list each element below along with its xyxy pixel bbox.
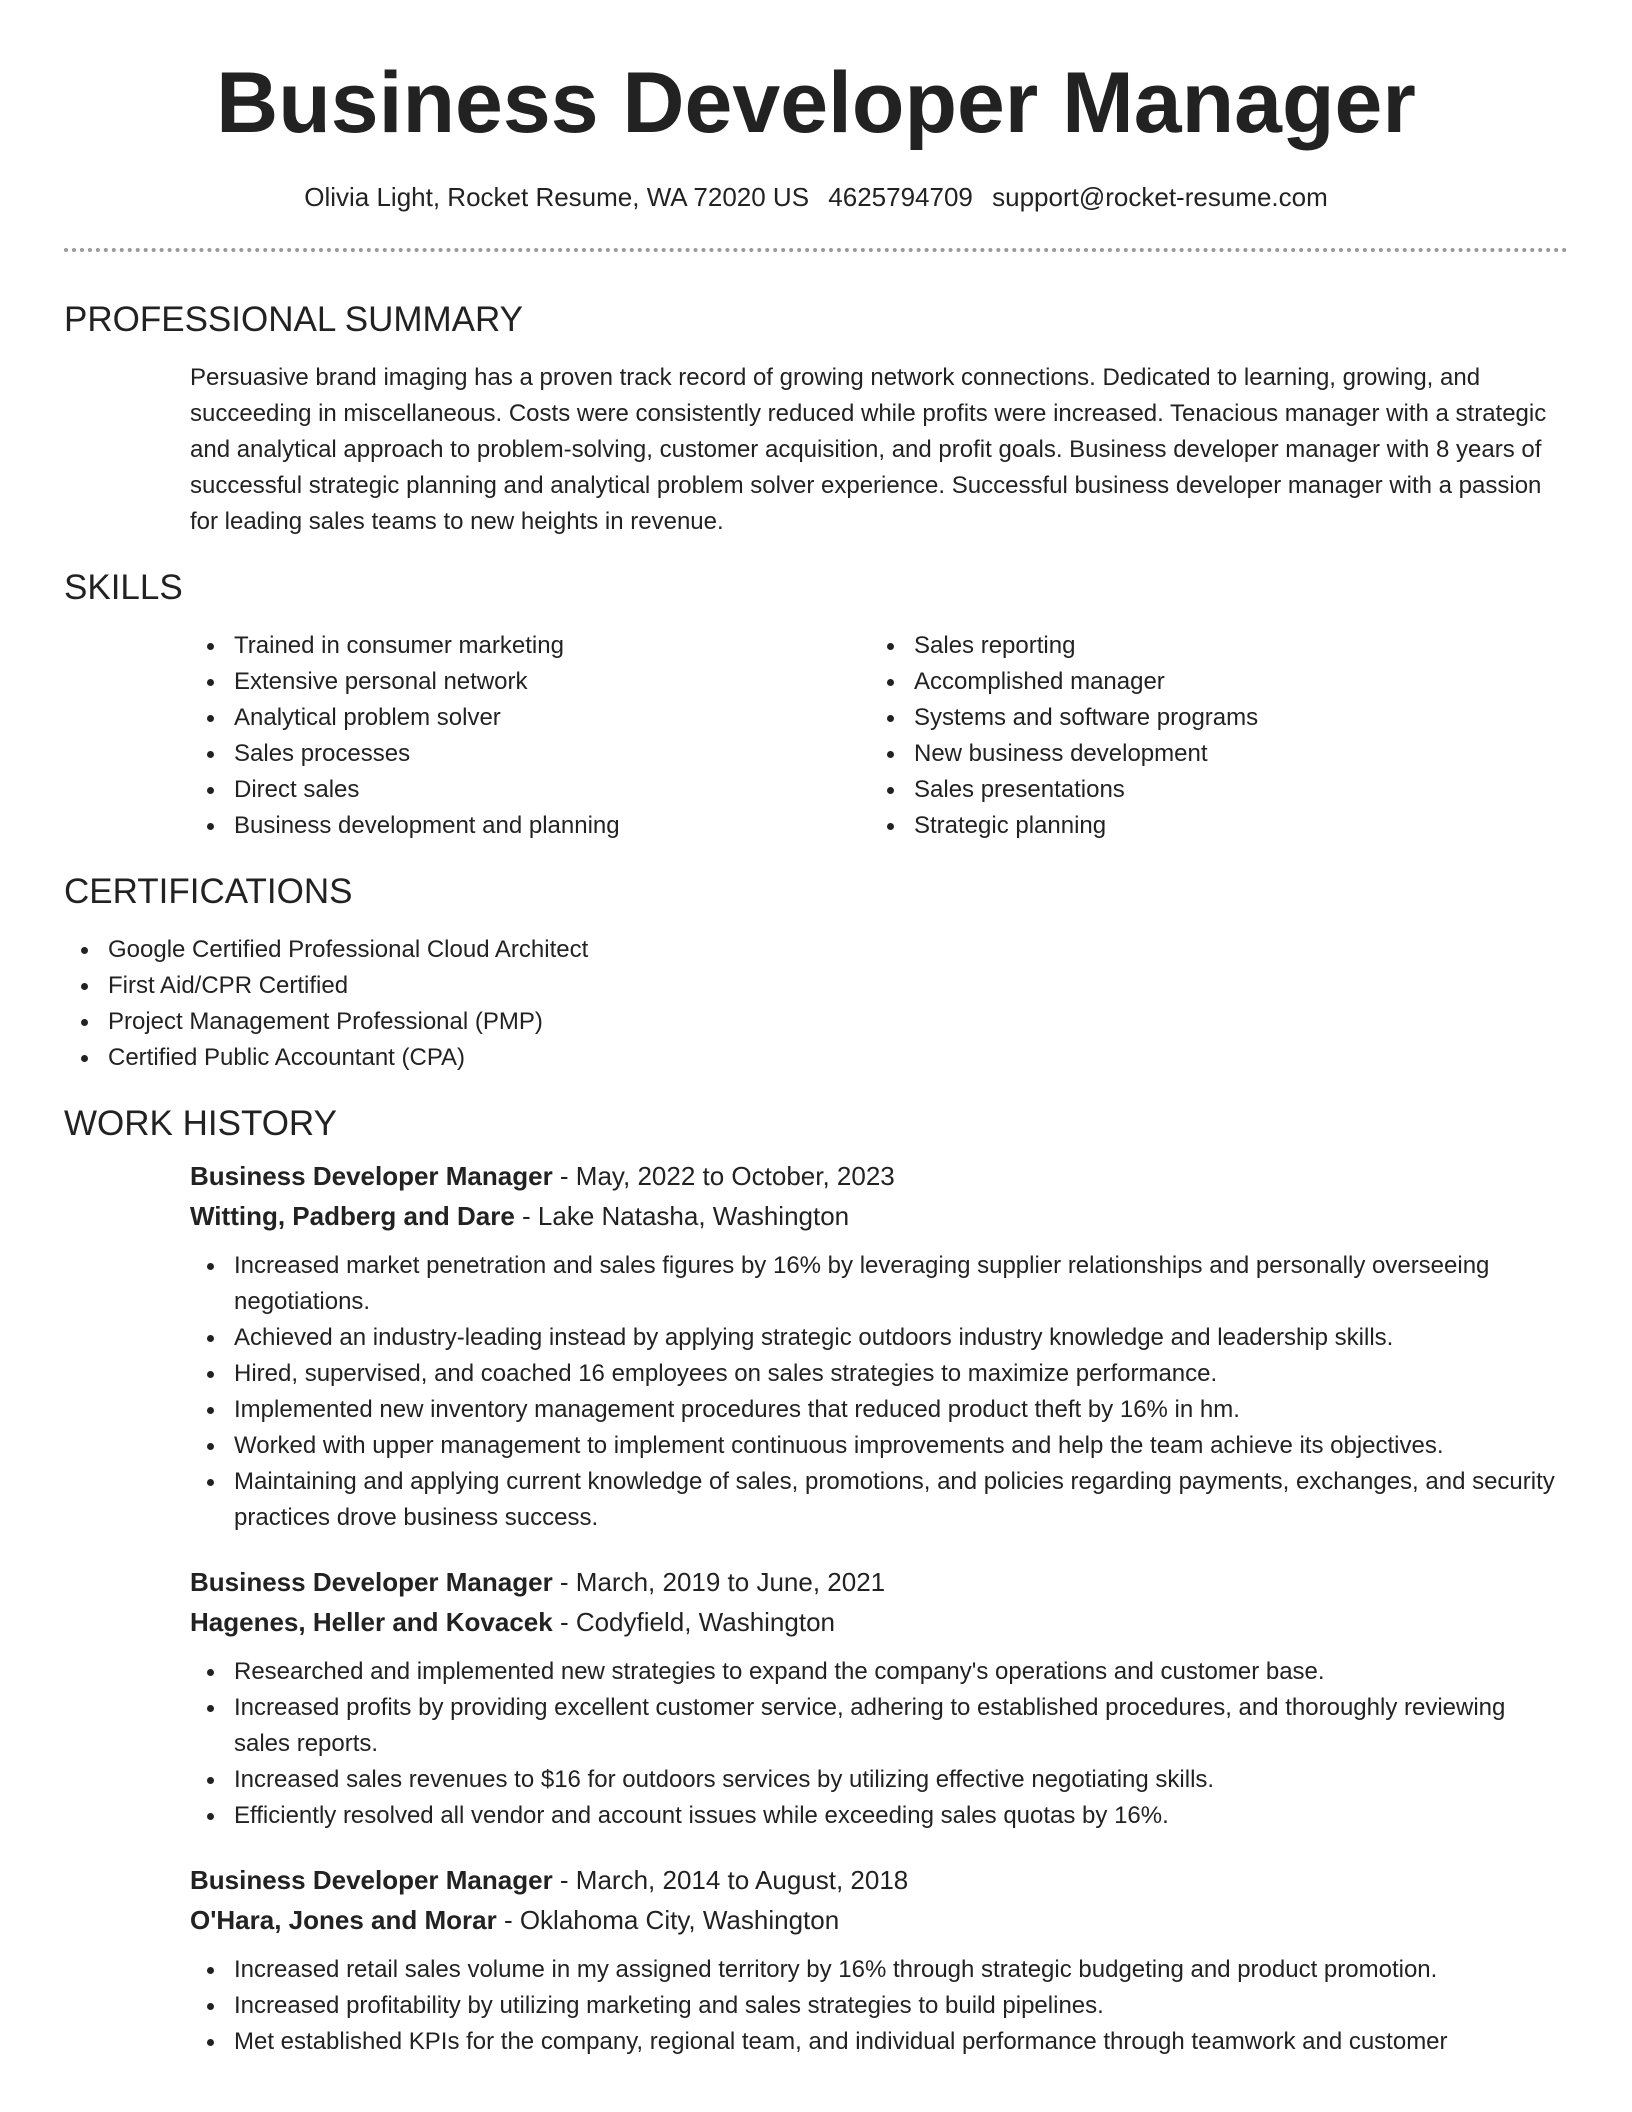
contact-line — [64, 182, 1568, 212]
list-item: Increased sales revenues to $16 for outdoors services by utilizing effective negotiating skills. — [234, 1762, 1568, 1798]
skills-section — [64, 568, 1568, 844]
job-bullets — [190, 1952, 1568, 2060]
list-item: Increased profitability by utilizing marketing and sales strategies to build pipelines. — [234, 1988, 1568, 2024]
header-divider — [64, 248, 1568, 252]
job-company-line — [190, 1196, 1568, 1236]
job-bullets — [190, 1654, 1568, 1834]
list-item: Achieved an industry-leading instead by applying strategic outdoors industry knowledge and leadership skills. — [234, 1320, 1568, 1356]
skills-column-right — [870, 628, 1550, 844]
job-company-line — [190, 1602, 1568, 1642]
job-location: - Codyfield, Washington — [552, 1607, 835, 1637]
job-dates: - March, 2014 to August, 2018 — [552, 1865, 909, 1895]
job-dates: - March, 2019 to June, 2021 — [552, 1567, 886, 1597]
list-item: First Aid/CPR Certified — [108, 968, 1568, 1004]
list-item: Sales processes — [234, 736, 870, 772]
list-item: Researched and implemented new strategies to expand the company's operations and customer base. — [234, 1654, 1568, 1690]
list-item: Worked with upper management to implement continuous improvements and help the team achieve its objectives. — [234, 1428, 1568, 1464]
summary-text: Persuasive brand imaging has a proven track record of growing network connections. Dedicated to learning, growing, and succeeding in miscellaneous. Costs were consistently reduced while profits were increased. Tenacious manager with a strategic and analytical approach to problem-solving, customer acquisition, and profit goals. Business developer manager with 8 years of successful strategic planning and analytical problem solver experience. Successful business developer manager with a passion for leading sales teams to new heights in revenue. — [190, 364, 1547, 535]
list-item: Accomplished manager — [914, 664, 1550, 700]
list-item: Increased market penetration and sales figures by 16% by leveraging supplier relationships and personally overseeing negotiations. — [234, 1248, 1568, 1320]
work-history-heading: WORK HISTORY — [64, 1104, 337, 1143]
list-item: Project Management Professional (PMP) — [108, 1004, 1568, 1040]
job-role: Business Developer Manager — [190, 1865, 553, 1895]
list-item: Sales reporting — [914, 628, 1550, 664]
list-item: Certified Public Accountant (CPA) — [108, 1040, 1568, 1076]
list-item: Implemented new inventory management procedures that reduced product theft by 16% in hm. — [234, 1392, 1568, 1428]
list-item: New business development — [914, 736, 1550, 772]
list-item: Hired, supervised, and coached 16 employees on sales strategies to maximize performance. — [234, 1356, 1568, 1392]
job-bullets — [190, 1248, 1568, 1536]
list-item: Extensive personal network — [234, 664, 870, 700]
skills-grid — [190, 628, 1568, 844]
skills-column-left — [190, 628, 870, 844]
contact-email: support@rocket-resume.com — [992, 182, 1328, 212]
list-item: Increased profits by providing excellent customer service, adhering to established procedures, and thoroughly reviewing sales reports. — [234, 1690, 1568, 1762]
list-item: Sales presentations — [914, 772, 1550, 808]
certifications-section — [64, 872, 1568, 1076]
job-role: Business Developer Manager — [190, 1161, 553, 1191]
summary-section — [64, 300, 1568, 540]
job-entry — [190, 1156, 1568, 1536]
contact-phone: 4625794709 — [828, 182, 973, 212]
list-item: Analytical problem solver — [234, 700, 870, 736]
job-role: Business Developer Manager — [190, 1567, 553, 1597]
list-item: Google Certified Professional Cloud Architect — [108, 932, 1568, 968]
list-item: Systems and software programs — [914, 700, 1550, 736]
list-item: Trained in consumer marketing — [234, 628, 870, 664]
job-location: - Oklahoma City, Washington — [496, 1905, 840, 1935]
list-item: Strategic planning — [914, 808, 1550, 844]
job-company: Hagenes, Heller and Kovacek — [190, 1607, 553, 1637]
certifications-list — [64, 932, 1568, 1076]
list-item: Maintaining and applying current knowledge of sales, promotions, and policies regarding payments, exchanges, and security practices drove business success. — [234, 1464, 1568, 1536]
job-company: O'Hara, Jones and Morar — [190, 1905, 497, 1935]
skills-list-right — [870, 628, 1550, 844]
certifications-heading: CERTIFICATIONS — [64, 872, 353, 911]
work-history-section — [64, 1104, 1568, 2060]
job-title-line — [190, 1860, 1568, 1900]
job-dates: - May, 2022 to October, 2023 — [552, 1161, 895, 1191]
list-item: Business development and planning — [234, 808, 870, 844]
job-company-line — [190, 1900, 1568, 1940]
contact-address: Olivia Light, Rocket Resume, WA 72020 US — [304, 182, 810, 212]
job-entry — [190, 1562, 1568, 1834]
job-entry — [190, 1860, 1568, 2060]
summary-heading: PROFESSIONAL SUMMARY — [64, 300, 523, 339]
skills-list-left — [190, 628, 870, 844]
skills-heading: SKILLS — [64, 568, 183, 607]
job-title-line — [190, 1156, 1568, 1196]
job-location: - Lake Natasha, Washington — [514, 1201, 850, 1231]
job-company: Witting, Padberg and Dare — [190, 1201, 515, 1231]
job-title-line — [190, 1562, 1568, 1602]
resume-name-title: Business Developer Manager — [216, 55, 1416, 151]
list-item: Direct sales — [234, 772, 870, 808]
list-item: Efficiently resolved all vendor and account issues while exceeding sales quotas by 16%. — [234, 1798, 1568, 1834]
list-item: Met established KPIs for the company, regional team, and individual performance through teamwork and customer — [234, 2024, 1568, 2060]
list-item: Increased retail sales volume in my assigned territory by 16% through strategic budgeting and product promotion. — [234, 1952, 1568, 1988]
